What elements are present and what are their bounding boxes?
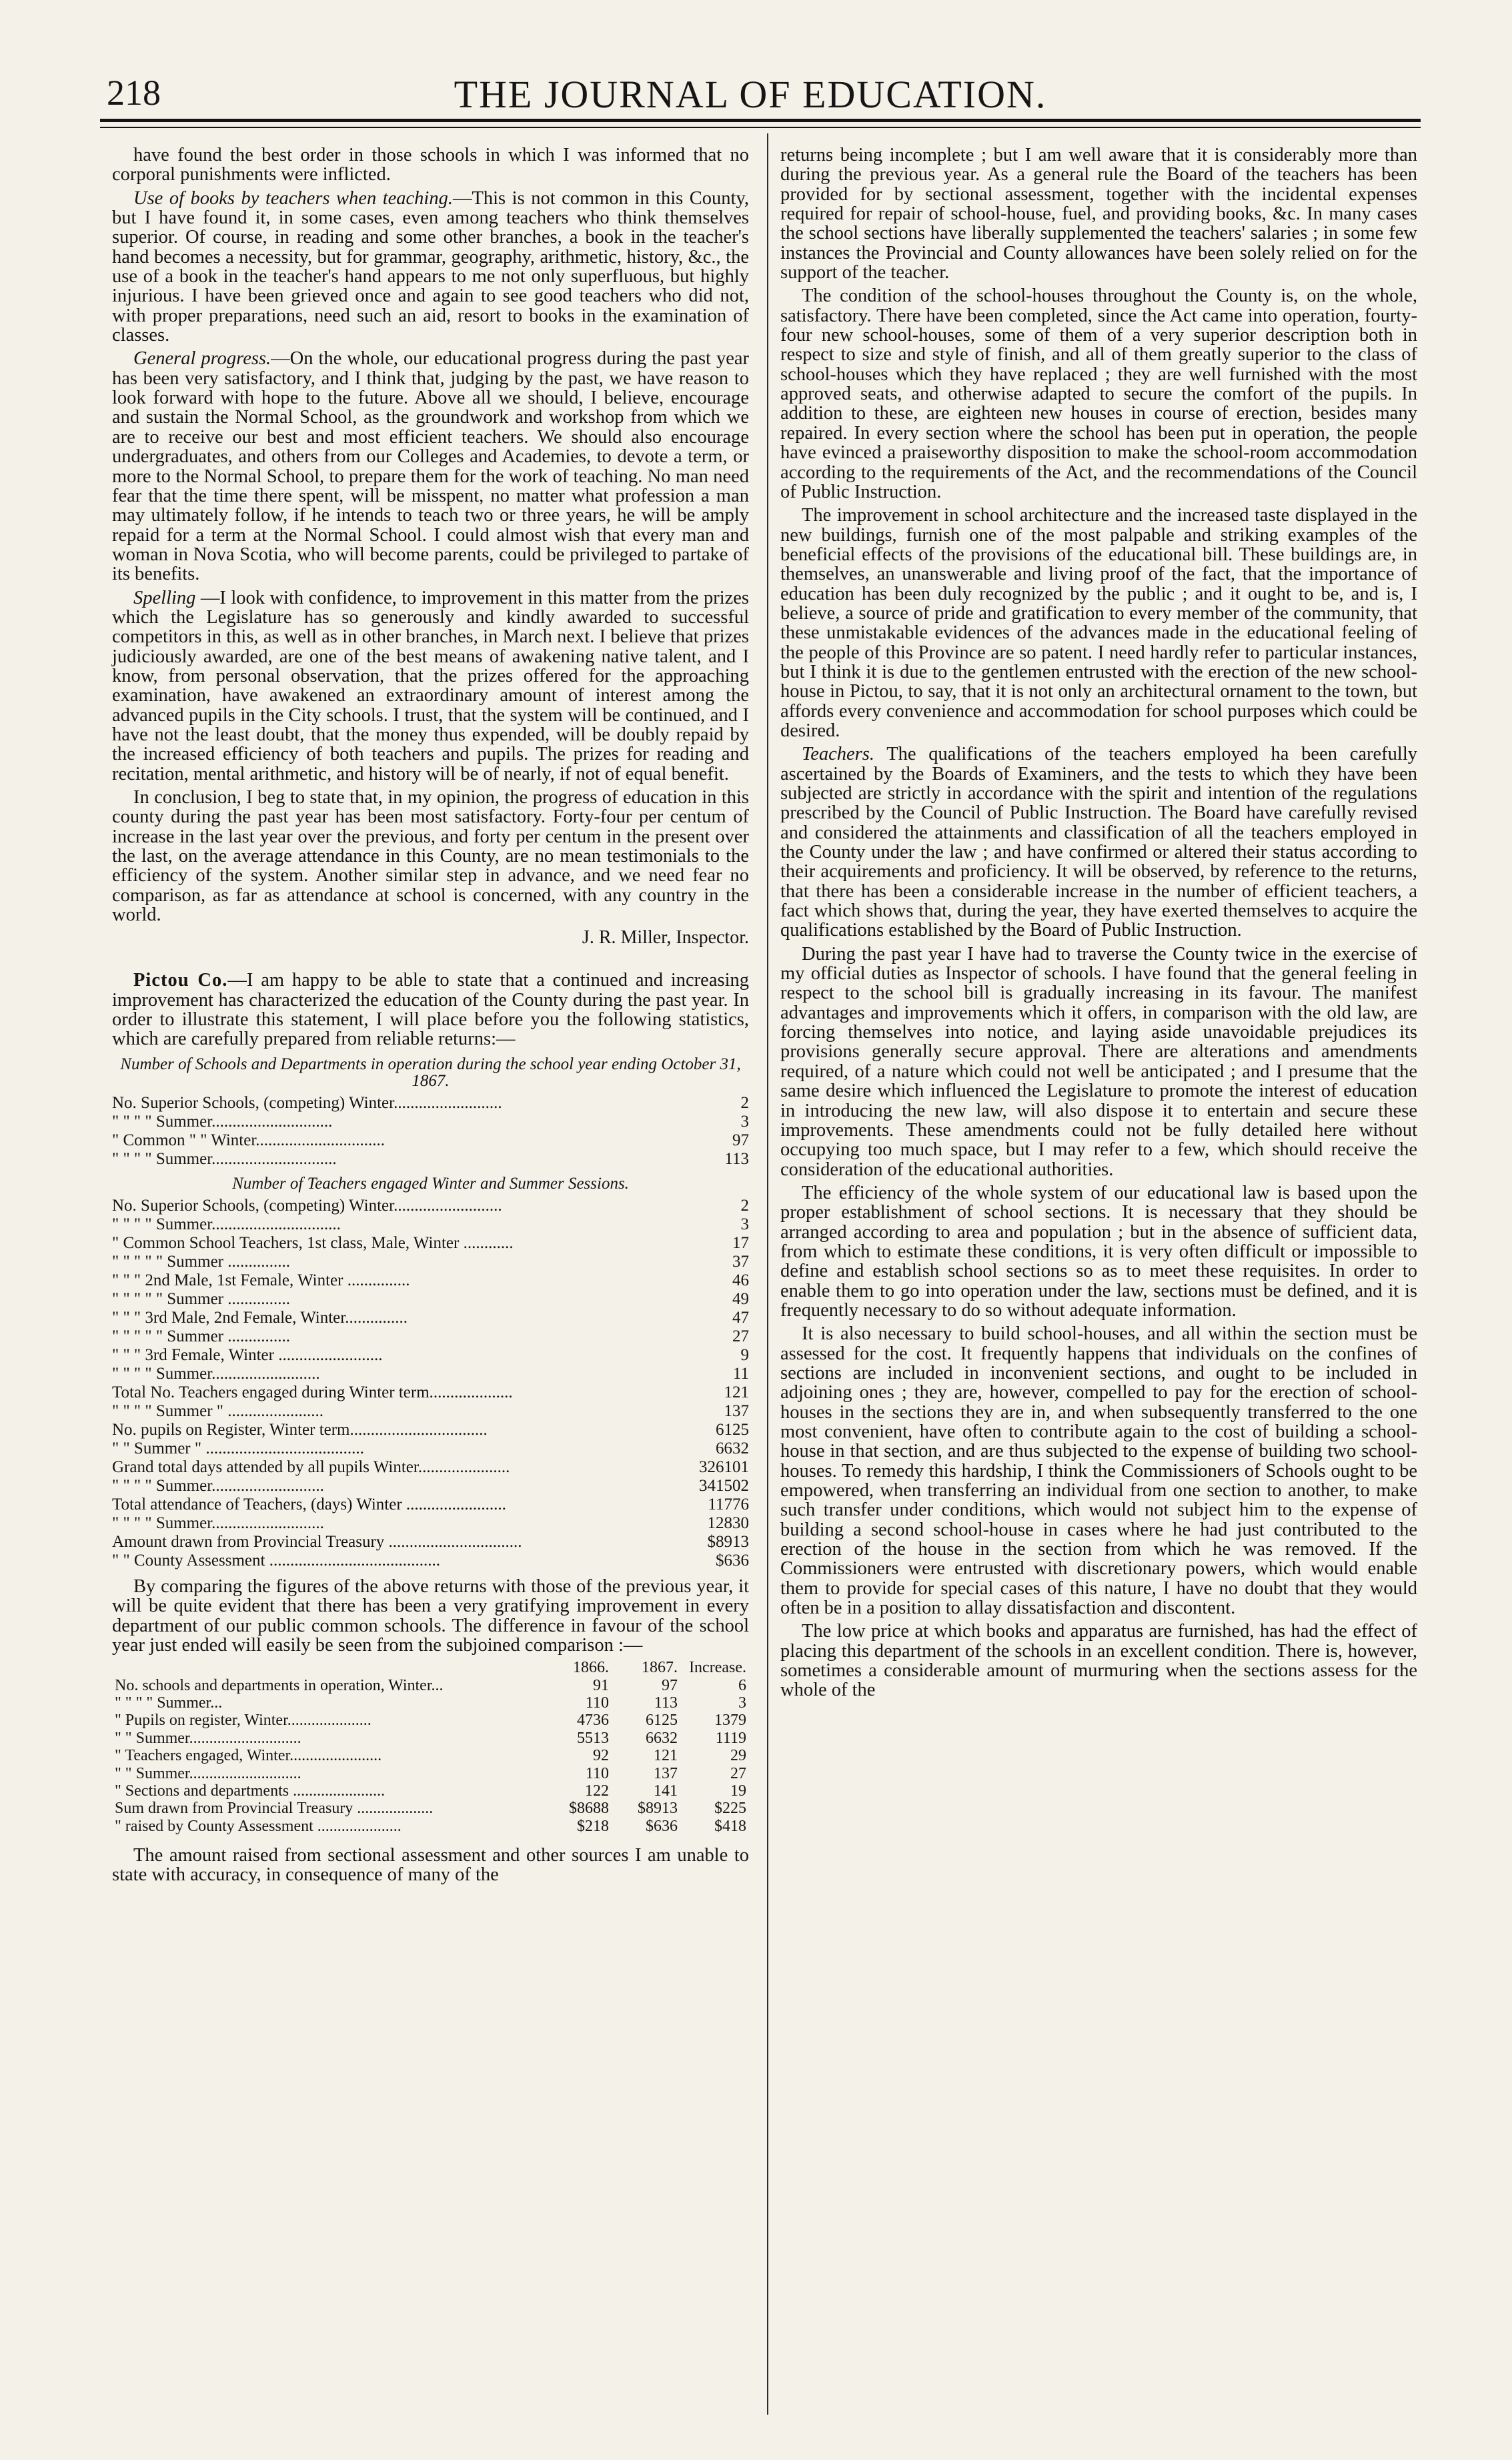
row-label: " " " " Summer..........................	[112, 1364, 320, 1383]
row-value: 46	[732, 1271, 749, 1289]
comparison-cell-label: " Sections and departments .......................	[115, 1782, 386, 1800]
comparison-row	[112, 1730, 749, 1747]
comparison-cell-v1866: $218	[577, 1817, 609, 1835]
row-label: " " " " Summer " .......................	[112, 1401, 323, 1420]
row-label: " " " " Summer...............................	[112, 1215, 341, 1233]
pictou-paragraph	[112, 971, 749, 1049]
row-label: " " " " Summer.............................	[112, 1113, 333, 1131]
comparison-cell-label: " raised by County Assessment .....................	[115, 1817, 402, 1835]
left-paragraph	[112, 788, 749, 925]
comparison-header-increase: Increase.	[689, 1659, 746, 1677]
left-paragraph	[112, 349, 749, 584]
journal-title: THE JOURNAL OF EDUCATION.	[454, 73, 1047, 116]
row-label: " " " 2nd Male, 1st Female, Winter ...............	[112, 1271, 410, 1289]
paragraph-text: returns being incomplete ; but I am well aware that it is considerably more than during the previous year. As a general rule the Board of the teachers has been provided for by sectional assessment, together with the incidental expenses required for repair of school-house, fuel, and providing books, &c. In many cases the school sections have liberally supplemented the teachers' salaries ; in some few instances the Provincial and County allowances have been solely relied on for the support of the teacher.	[780, 145, 1417, 283]
comparison-cell-v1866: $8688	[569, 1800, 609, 1818]
right-paragraph	[780, 506, 1417, 740]
row-value: 47	[732, 1308, 749, 1327]
comparison-cell-v1867: 6632	[646, 1729, 678, 1747]
row-value: 11	[732, 1364, 749, 1383]
row-label: " " Summer " ......................................	[112, 1439, 364, 1457]
paragraph-text: The improvement in school architecture and the increased taste displayed in the new buildings, furnish one of the most palpable and striking examples of the beneficial effects of the provisions of the educational bill. These buildings are, in themselves, an unanswerable and living proof of the fact, that the importance of education has been duly recognized by the public ; and it ought to be, and is, I believe, a source of pride and gratification to every member of the community, that these unmistakable evidences of the advances made in the educational feeling of the people of this Province are so patent. I need hardly refer to particular instances, but I think it is due to the gentlemen entrusted with the erection of the new school-house in Pictou, to say, that it is not only an architectural ornament to the town, but affords every convenience and accommodation for school purposes which could be desired.	[780, 505, 1417, 741]
runin-heading: General progress.	[133, 348, 271, 370]
comparison-header-row	[112, 1659, 749, 1676]
row-value: 341502	[699, 1476, 749, 1495]
row-value: 137	[724, 1401, 749, 1420]
paragraph-text: The low price at which books and apparatus are furnished, has had the effect of placing this department of the schools in an excellent condition. There is, however, sometimes a considerable amount of murmuring when the sections assess for the whole of the	[780, 1621, 1417, 1701]
row-label: " " " " Summer...........................	[112, 1476, 324, 1495]
comparison-cell-inc: 19	[730, 1782, 746, 1800]
runin-heading: Spelling	[133, 587, 196, 608]
schools-row	[112, 1131, 749, 1150]
row-value: 6125	[716, 1420, 749, 1439]
row-value: 9	[740, 1345, 749, 1364]
paragraph-text: The condition of the school-houses throughout the County is, on the whole, satisfactory. There have been completed, since the Act came into operation, fourty-four new school-houses, some of them of a very superior description both in respect to size and style of finish, and all of them greatly superior to the class of school-houses which they have replaced ; they are well furnished with the most approved seats, and otherwise adapted to secure the comfort of the pupils. In addition to these, are eighteen new houses in course of erection, besides many repaired. In every section where the school has been put in operation, the people have evinced a praiseworthy disposition to make the school-room accommodation according to the requirements of the Act, and the recommendations of the Council of Public Instruction.	[780, 285, 1417, 502]
row-label: " " " 3rd Male, 2nd Female, Winter...............	[112, 1308, 408, 1327]
comparison-row	[112, 1782, 749, 1800]
comparison-row	[112, 1765, 749, 1782]
schools-table-heading: Number of Schools and Departments in operation during the school year ending October 31, 1867.	[120, 1055, 741, 1091]
pictou-heading: Pictou Co.	[133, 970, 228, 991]
row-label: No. Superior Schools, (competing) Winter..........................	[112, 1094, 502, 1113]
row-label: Grand total days attended by all pupils Winter......................	[112, 1457, 510, 1476]
right-column	[780, 145, 1417, 1704]
schools-row	[112, 1094, 749, 1113]
schools-row	[112, 1113, 749, 1131]
comparison-cell-inc: 27	[730, 1764, 746, 1782]
row-label: " " " " " Summer ...............	[112, 1327, 290, 1345]
row-label: " " County Assessment .........................................	[112, 1551, 440, 1570]
right-paragraph	[780, 1183, 1417, 1320]
comparison-cell-label: " " " " Summer...	[115, 1694, 223, 1712]
comparison-cell-v1866: 122	[585, 1782, 609, 1800]
row-label: " " " " " Summer ...............	[112, 1252, 290, 1271]
teachers-row	[112, 1215, 749, 1234]
comparison-cell-v1866: 91	[593, 1676, 609, 1694]
left-paragraph	[112, 189, 749, 346]
comparison-cell-inc: 1379	[714, 1712, 746, 1730]
closing-paragraph: The amount raised from sectional assessment and other sources I am unable to state with accuracy, in consequence of many of the	[112, 1845, 749, 1886]
row-value: 97	[732, 1131, 749, 1150]
row-value: 12830	[707, 1513, 749, 1532]
paragraph-text: have found the best order in those schools in which I was informed that no corporal punishments were inflicted.	[112, 145, 749, 185]
right-paragraph	[780, 1622, 1417, 1700]
row-label: No. Superior Schools, (competing) Winter..........................	[112, 1196, 502, 1215]
teachers-row	[112, 1271, 749, 1290]
page-number: 218	[107, 73, 161, 113]
teachers-row	[112, 1253, 749, 1271]
teachers-row	[112, 1346, 749, 1365]
teachers-row	[112, 1439, 749, 1458]
row-label: Amount drawn from Provincial Treasury ................................	[112, 1532, 522, 1551]
teachers-row	[112, 1421, 749, 1439]
row-value: 113	[724, 1150, 749, 1169]
comparison-cell-v1867: 121	[654, 1747, 678, 1765]
row-value: 121	[724, 1383, 749, 1401]
comparison-row	[112, 1677, 749, 1694]
row-label: Total No. Teachers engaged during Winter term....................	[112, 1383, 513, 1401]
comparison-cell-label: " " Summer............................	[115, 1764, 301, 1782]
comparison-cell-inc: $225	[714, 1800, 746, 1818]
comparison-cell-v1866: 110	[585, 1764, 609, 1782]
row-value: 6632	[716, 1439, 749, 1457]
teachers-row	[112, 1458, 749, 1477]
comparison-row	[112, 1712, 749, 1729]
header-rule-thick	[100, 119, 1421, 122]
teachers-row	[112, 1309, 749, 1327]
row-label: " " " " " Summer ...............	[112, 1289, 290, 1308]
comparison-cell-inc: 6	[738, 1676, 746, 1694]
page-header	[80, 72, 1421, 119]
row-label: Total attendance of Teachers, (days) Winter ........................	[112, 1495, 506, 1513]
comparison-cell-label: " " Summer............................	[115, 1729, 301, 1747]
row-value: 3	[740, 1215, 749, 1233]
comparison-header-1867: 1867.	[642, 1659, 678, 1677]
comparison-cell-inc: 3	[738, 1694, 746, 1712]
row-label: " " " " Summer...........................	[112, 1513, 324, 1532]
right-paragraph	[780, 744, 1417, 940]
runin-heading: Use of books by teachers when teaching.	[133, 187, 453, 209]
comparison-cell-v1867: 137	[654, 1764, 678, 1782]
row-label: No. pupils on Register, Winter term.................................	[112, 1420, 488, 1439]
comparison-cell-v1866: 110	[585, 1694, 609, 1712]
teachers-row	[112, 1197, 749, 1215]
paragraph-text: In conclusion, I beg to state that, in my opinion, the progress of education in this county during the past year has been most satisfactory. Forty-four per centum of increase in the last year over the previous, and forty per centum in the present over the last, on the average attendance in this County, are no mean testimonials to the efficiency of the system. Another similar step in advance, and we need fear no comparison, as far as attendance at school is concerned, with any country in the world.	[112, 787, 749, 926]
left-paragraph	[112, 588, 749, 784]
teachers-row	[112, 1495, 749, 1514]
teachers-row	[112, 1514, 749, 1533]
paragraph-text: The qualifications of the teachers employed ha been carefully ascertained by the Boards of Examiners, and the tests to which they have been subjected are strictly in accordance with the spirit and intention of the regulations prescribed by the Council of Public Instruction. The Board have carefully revised and considered the attainments and classification of all the teachers employed in the County under the law ; and have confirmed or altered their status according to their acquirements and proficiency. It will be observed, by reference to the returns, that there has been a considerable increase in the number of efficient teachers, a fact which shows that, during the year, they have exerted themselves to acquire the qualifications established by the Board of Public Instruction.	[780, 744, 1417, 941]
row-label: " Common School Teachers, 1st class, Male, Winter ............	[112, 1233, 514, 1252]
right-paragraphs	[780, 145, 1417, 1700]
comparison-cell-v1867: 141	[654, 1782, 678, 1800]
comparison-cell-inc: 1119	[715, 1729, 746, 1747]
teachers-table	[112, 1197, 749, 1570]
comparison-cell-v1866: 5513	[577, 1729, 609, 1747]
comparison-cell-v1866: 92	[593, 1747, 609, 1765]
comparison-cell-v1867: $8913	[638, 1800, 678, 1818]
right-paragraph	[780, 286, 1417, 502]
comparison-intro: By comparing the figures of the above returns with those of the previous year, it will be quite evident that there has been a very gratifying improvement in every department of our public common schools. The difference in favour of the school year just ended will easily be seen from the subjoined comparison :—	[112, 1576, 749, 1656]
teachers-row	[112, 1234, 749, 1253]
row-value: 3	[740, 1113, 749, 1131]
teachers-table-heading: Number of Teachers engaged Winter and Summer Sessions.	[232, 1175, 629, 1193]
schools-table	[112, 1094, 749, 1169]
paragraph-text: During the past year I have had to traverse the County twice in the exercise of my official duties as Inspector of schools. I have found that the general feeling in respect to the school bill is gradually increasing in its favour. The manifest advantages and improvements which it offers, in comparison with the old law, are forcing themselves into notice, and laying aside unavoidable prejudices its provisions generally secure approval. There are alterations and amendments required, of a nature which could not well be anticipated ; and I presume that the same desire which influenced the Legislature to promote the interest of education in introducing the new law, will also dispose it to entertain and secure these improvements. These amendments could not be fully detailed here without occupying too much space, but I may refer to a few, which should receive the consideration of the educational authorities.	[780, 943, 1417, 1180]
paragraph-text: —This is not common in this County, but I have found it, in some cases, even among teachers who think themselves superior. Of course, in reading and some other branches, a book in the teacher's hand becomes a necessity, but for grammar, geography, arithmetic, history, &c., the use of a book in the teacher's hand appears to me not only superfluous, but highly injurious. I have been grieved once and again to see good teachers who did not, with proper preparations, need such an aid, resort to books in the examination of classes.	[112, 187, 749, 346]
comparison-cell-v1867: $636	[646, 1817, 678, 1835]
row-value: 2	[740, 1094, 749, 1113]
row-value: $636	[716, 1551, 749, 1570]
paragraph-text: —I look with confidence, to improvement in this matter from the prizes which the Legislature has so generously and kindly awarded to successful competitors in this, as well as in other branches, in March next. I believe that prizes judiciously awarded, are one of the best means of awakening native talent, and I know, from personal observation, that the prizes offered for the approaching examination, have awakened an extraordinary amount of interest among the advanced pupils in the City schools. I trust, that the system will be continued, and I have not the least doubt, that the money thus expended, will be doubly repaid by the increased efficiency of both teachers and pupils. The prizes for reading and recitation, mental arithmetic, and history will be of nearly, if not of equal benefit.	[112, 587, 749, 784]
row-value: 27	[732, 1327, 749, 1345]
pictou-intro: —I am happy to be able to state that a continued and increasing improvement has characterized the education of the County during the past year. In order to illustrate this statement, I will place before you the following statistics, which are carefully prepared from reliable returns:—	[112, 970, 749, 1050]
row-label: " " " " Summer..............................	[112, 1150, 337, 1169]
runin-heading: Teachers.	[802, 744, 874, 765]
teachers-row	[112, 1402, 749, 1421]
comparison-header-1866: 1866.	[573, 1659, 609, 1677]
right-paragraph	[780, 145, 1417, 282]
paragraph-text: It is also necessary to build school-houses, and all within the section must be assessed for the cost. It frequently happens that individuals on the confines of sections are included in inconvenient sections, and ought to be included in adjoining ones ; they are, however, compelled to pay for the erection of school-houses in the sections they are in, and when subsequently transferred to the one most convenient, have often to contribute again to the cost of building a school-house in that section, and are thus subjected to the expense of building two school-houses. To remedy this hardship, I think the Commissioners of Schools ought to be empowered, when transferring an individual from one section to another, to make such transfer under conditions, which would not subject him to the expense of building a second school-house in cases where he had just contributed to the erection of the house in the section from which he was removed. If the Commissioners were entrusted with discretionary powers, which would enable them to provide for special cases of this nature, I have no doubt that they would often be in a position to allay dissatisfaction and discontent.	[780, 1323, 1417, 1619]
comparison-cell-v1866: 4736	[577, 1712, 609, 1730]
teachers-row	[112, 1290, 749, 1309]
paragraph-text: —On the whole, our educational progress during the past year has been very satisfactory, and I think that, judging by the past, we have reason to look forward with hope to the future. Above all we should, I believe, encourage and sustain the Normal School, as the groundwork and workshop from which we are to receive our best and most efficient teachers. We should also encourage undergraduates, and others from our Colleges and Academies, to devote a term, or more to the Normal School, to prepare them for the work of teaching. No man need fear that the time there spent, will be misspent, no matter what profession a man may ultimately follow, if he intends to teach two or three years, he will be amply repaid for a term at the Normal School. I could almost wish that every man and woman in Nova Scotia, who will become parents, could be privileged to partake of its benefits.	[112, 348, 749, 585]
comparison-cell-v1867: 97	[662, 1676, 678, 1694]
left-paragraph	[112, 145, 749, 185]
comparison-cell-v1867: 113	[654, 1694, 678, 1712]
comparison-cell-label: No. schools and departments in operation, Winter...	[115, 1676, 444, 1694]
teachers-row	[112, 1365, 749, 1383]
row-label: " Common " " Winter...............................	[112, 1131, 386, 1150]
teachers-row	[112, 1477, 749, 1495]
row-label: " " " 3rd Female, Winter .........................	[112, 1345, 383, 1364]
comparison-cell-label: " Pupils on register, Winter.....................	[115, 1712, 371, 1730]
comparison-cell-inc: 29	[730, 1747, 746, 1765]
right-paragraph	[780, 945, 1417, 1179]
paragraph-text: The efficiency of the whole system of our educational law is based upon the proper establishment of school sections. It is necessary that they should be arranged according to area and population ; but in the absence of sufficient data, from which to estimate these conditions, it is very often difficult or impossible to define and establish school sections so as to meet these requisites. In order to enable them to go into operation under the law, sections must be defined, and it is frequently necessary to do so without adequate information.	[780, 1182, 1417, 1321]
row-value: $8913	[707, 1532, 749, 1551]
teachers-row	[112, 1383, 749, 1402]
row-value: 11776	[708, 1495, 749, 1513]
teachers-row	[112, 1552, 749, 1570]
right-paragraph	[780, 1324, 1417, 1618]
comparison-cell-v1867: 6125	[646, 1712, 678, 1730]
row-value: 326101	[699, 1457, 749, 1476]
comparison-row	[112, 1694, 749, 1712]
comparison-table	[112, 1659, 749, 1835]
comparison-cell-inc: $418	[714, 1817, 746, 1835]
row-value: 2	[740, 1196, 749, 1215]
left-paragraphs	[112, 145, 749, 925]
comparison-cell-label: Sum drawn from Provincial Treasury ...................	[115, 1800, 434, 1818]
teachers-row	[112, 1533, 749, 1552]
column-divider	[767, 133, 768, 2415]
header-rule-thin	[100, 127, 1421, 128]
comparison-cell-label: " Teachers engaged, Winter.......................	[115, 1747, 382, 1765]
teachers-row	[112, 1327, 749, 1346]
comparison-row	[112, 1800, 749, 1817]
comparison-row	[112, 1818, 749, 1835]
schools-row	[112, 1150, 749, 1169]
row-value: 49	[732, 1289, 749, 1308]
comparison-row	[112, 1747, 749, 1764]
row-value: 17	[732, 1233, 749, 1252]
row-value: 37	[732, 1252, 749, 1271]
inspector-signature: J. R. Miller, Inspector.	[582, 927, 749, 949]
left-column	[112, 145, 749, 1889]
